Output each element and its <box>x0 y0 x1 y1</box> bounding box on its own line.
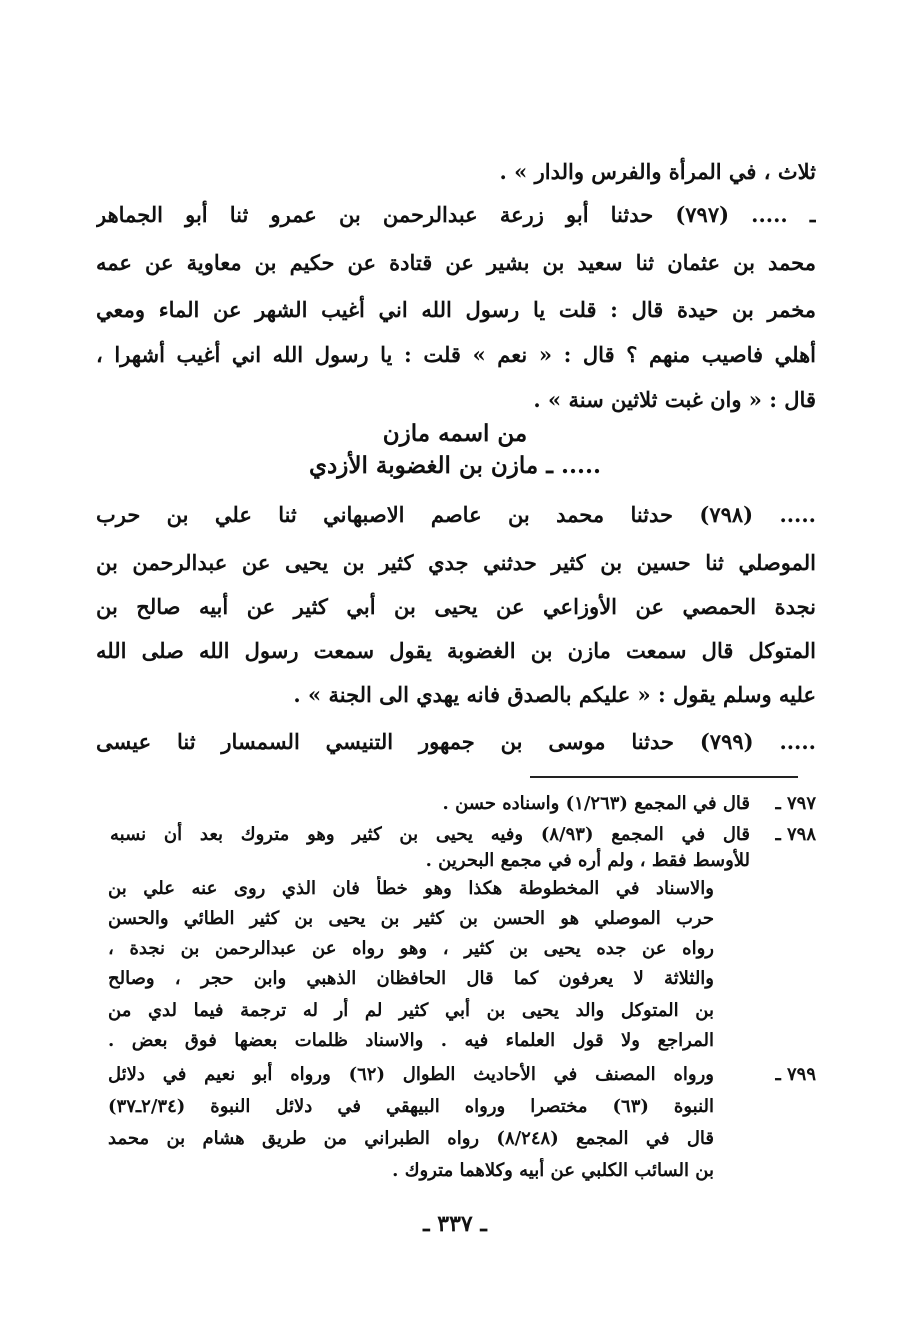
footnote-line: والاسناد في المخطوطة هكذا وهو خطأ فان الذي روى عنه علي بن <box>108 878 714 899</box>
footnote-line: للأوسط فقط ، ولم أره في مجمع البحرين . <box>425 850 750 871</box>
footnote-line: النبوة (٦٣) مختصرا ورواه البيهقي في دلائل النبوة (٢/٣٤ـ٣٧) <box>108 1096 714 1117</box>
footnote-line: المراجع ولا قول العلماء فيه . والاسناد ظلمات بعضها فوق بعض . <box>108 1030 714 1051</box>
section-heading: من اسمه مازن <box>382 420 528 447</box>
footnote-separator <box>530 776 798 778</box>
footnote-number: ٧٩٩ ـ <box>775 1064 816 1085</box>
footnote-line: قال في المجمع (٨/٢٤٨) رواه الطبراني من طريق هشام بن محمد <box>108 1128 714 1149</box>
text-line: ثلاث ، في المرأة والفرس والدار » . <box>499 159 816 184</box>
text-line: قال : « وان غبت ثلاثين سنة » . <box>533 387 816 412</box>
footnote-number: ٧٩٧ ـ <box>775 793 816 814</box>
text-line: ..... (٧٩٩) حدثنا موسى بن جمهور التنيسي السمسار ثنا عيسى <box>96 729 816 754</box>
text-line: أهلي فاصيب منهم ؟ قال : « نعم » قلت : يا رسول الله اني أغيب أشهرا ، <box>96 342 816 367</box>
text-line: محمد بن عثمان ثنا سعيد بن بشير عن قتادة عن حكيم بن معاوية عن عمه <box>96 250 816 275</box>
page-number: ـ ٣٣٧ ـ <box>423 1211 487 1237</box>
footnote-line: والثلاثة لا يعرفون كما قال الحافظان الذهبي وابن حجر ، وصالح <box>108 968 714 989</box>
narrator-heading: ..... ـ مازن بن الغضوبة الأزدي <box>309 452 601 479</box>
text-line: المتوكل قال سمعت مازن بن الغضوبة يقول سمعت رسول الله صلى الله <box>96 638 816 663</box>
footnote-line: بن المتوكل والد يحيى بن أبي كثير لم أر له ترجمة فيما لدي من <box>108 1000 714 1021</box>
footnote-line: ورواه المصنف في الأحاديث الطوال (٦٢) ورواه أبو نعيم في دلائل <box>108 1064 714 1085</box>
footnote-line: قال في المجمع (٨/٩٣) وفيه يحيى بن كثير وهو متروك بعد أن نسبه <box>110 824 750 845</box>
text-line: ..... (٧٩٨) حدثنا محمد بن عاصم الاصبهاني ثنا علي بن حرب <box>96 502 816 527</box>
text-line: عليه وسلم يقول : « عليكم بالصدق فانه يهدي الى الجنة » . <box>293 682 816 707</box>
text-line: ـ ..... (٧٩٧) حدثنا أبو زرعة عبدالرحمن بن عمرو ثنا أبو الجماهر <box>96 202 816 227</box>
footnote-line: بن السائب الكلبي عن أبيه وكلاهما متروك . <box>392 1160 714 1181</box>
footnote-line: قال في المجمع (١/٢٦٣) واسناده حسن . <box>442 793 750 814</box>
text-line: نجدة الحمصي عن الأوزاعي عن يحيى بن أبي كثير عن أبيه صالح بن <box>96 594 816 619</box>
text-line: الموصلي ثنا حسين بن كثير حدثني جدي كثير بن يحيى عن عبدالرحمن بن <box>96 550 816 575</box>
text-line: مخمر بن حيدة قال : قلت يا رسول الله اني أغيب الشهر عن الماء ومعي <box>96 297 816 322</box>
footnote-line: رواه عن جده يحيى بن كثير ، وهو رواه عن عبدالرحمن بن نجدة ، <box>108 938 714 959</box>
footnote-number: ٧٩٨ ـ <box>775 824 816 845</box>
footnote-line: حرب الموصلي هو الحسن بن كثير بن يحيى بن كثير الطائي والحسن <box>108 908 714 929</box>
